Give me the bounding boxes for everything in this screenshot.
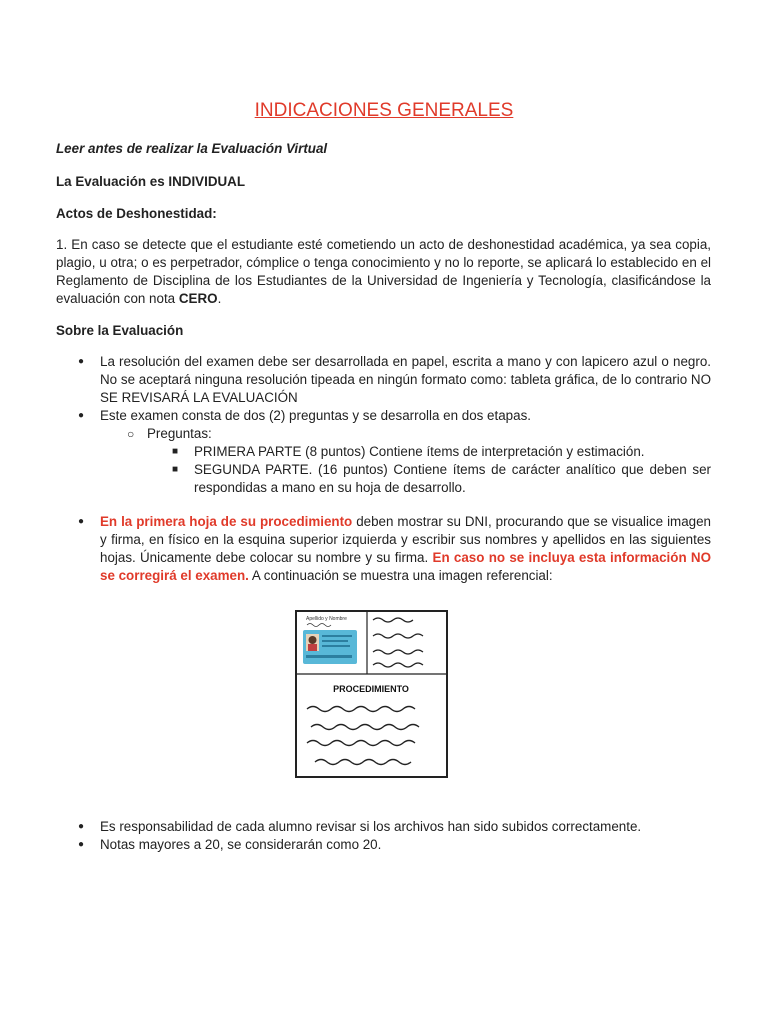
evaluation-list-3 [56, 818, 711, 854]
list-item: ○ Preguntas: [56, 425, 711, 443]
list-item: ■ PRIMERA PARTE (8 puntos) Contiene ítems de interpretación y estimación. [56, 443, 711, 461]
list-item: ■ SEGUNDA PARTE. (16 puntos) Contiene ítems de carácter analítico que deben ser respondidas a mano en su hoja de desarrollo. [56, 461, 711, 497]
list-item: ● La resolución del examen debe ser desarrollada en papel, escrita a mano y con lapicero azul o negro. No se aceptará ninguna resolución tipeada en ningún formato como: tableta gráfica, de lo contrario NO SE REVISARÁ LA EVALUACIÓN [56, 353, 711, 407]
reference-image [295, 610, 448, 778]
figure-procedure-label: PROCEDIMIENTO [333, 684, 409, 694]
dishonesty-grade: CERO [178, 291, 218, 306]
list-item: ● En la primera hoja de su procedimiento deben mostrar su DNI, procurando que se visualice imagen y firma, en físico en la esquina superior izquierda y escribir sus nombres y apellidos en las siguientes hojas. Únicamente debe colocar su nombre y su firma. En caso no se incluya esta información NO se corregirá el examen. A continuación se muestra una imagen referencial: [56, 513, 711, 585]
list-item: ● Es responsabilidad de cada alumno revisar si los archivos han sido subidos correctamente. [56, 818, 711, 836]
individual-text: La Evaluación es INDIVIDUAL [56, 174, 246, 189]
dishonesty-text: 1. En caso se detecte que el estudiante esté cometiendo un acto de deshonestidad académica, ya sea copia, plagio, u otra; o es perpetrador, cómplice o tenga conocimiento y no lo reporte, se aplicará lo establecido en el Reglamento de Disciplina de los Estudiantes de la Universidad de Ingeniería y Tecnología, clasificándose la evaluación con nota [56, 237, 711, 306]
evaluation-list-2 [56, 513, 711, 585]
page-title: INDICACIONES GENERALES [254, 100, 514, 121]
about-heading: Sobre la Evaluación [56, 323, 184, 338]
list-item: ● Este examen consta de dos (2) preguntas y se desarrolla en dos etapas. [56, 407, 711, 425]
dishonesty-heading: Actos de Deshonestidad: [56, 206, 217, 221]
evaluation-list [56, 353, 711, 497]
figure-name-label: Apellido y Nombre [306, 616, 347, 622]
dishonesty-paragraph: 1. En caso se detecte que el estudiante esté cometiendo un acto de deshonestidad académica, ya sea copia, plagio, u otra; o es perpetrador, cómplice o tenga conocimiento y no lo reporte, se aplicará lo establecido en el Reglamento de Disciplina de los Estudiantes de la Universidad de Ingeniería y Tecnología, clasificándose la evaluación con nota CERO. [56, 237, 711, 306]
intro-text: Leer antes de realizar la Evaluación Virtual [56, 141, 328, 156]
list-item: ● Notas mayores a 20, se considerarán como 20. [56, 836, 711, 854]
